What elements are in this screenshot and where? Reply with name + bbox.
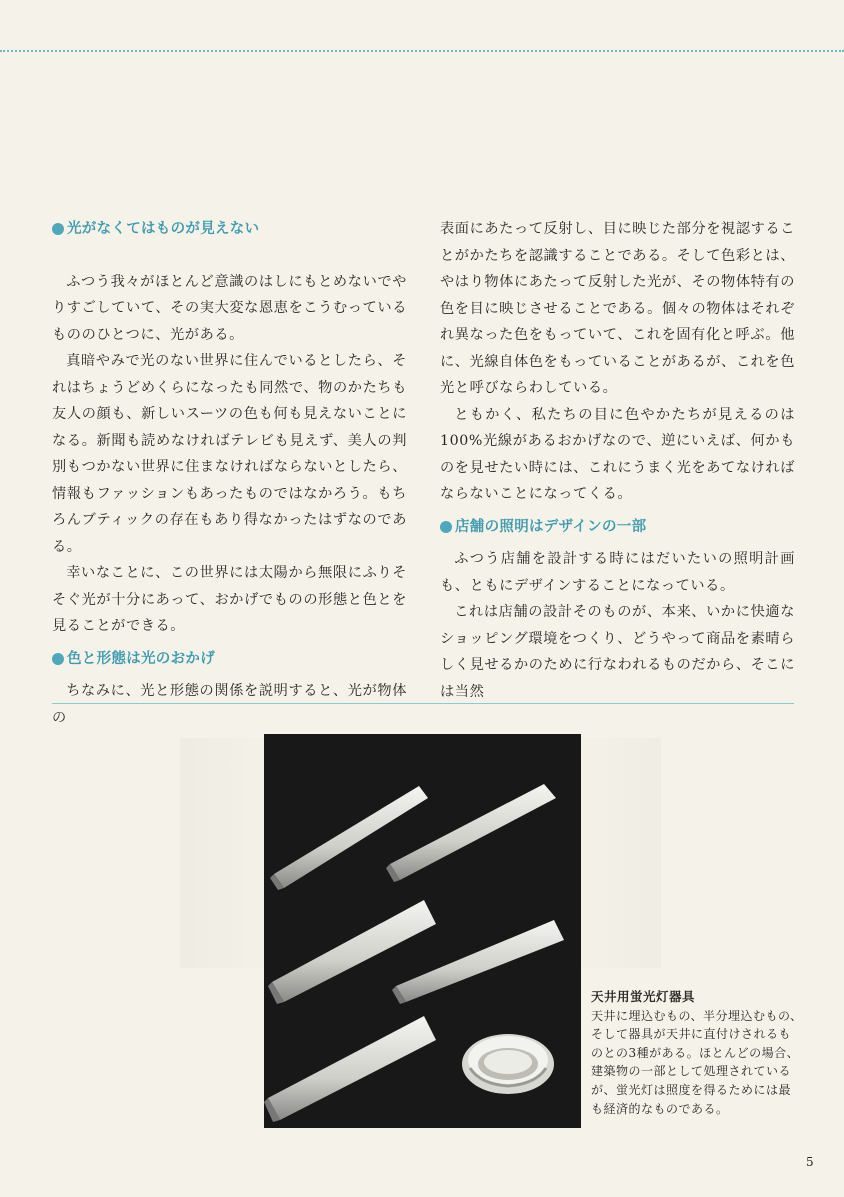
paragraph: ともかく、私たちの目に色やかたちが見えるのは 100%光線があるおかげなので、逆にいえば、何かものを見せたい時には、これにうまく光をあてなければならないことになってくる。 (440, 406, 795, 502)
paragraph: 幸いなことに、この世界には太陽から無限にふりそそぐ光が十分にあって、おかげでものの形態と色とを見ることができる。 (52, 565, 407, 634)
page-number: 5 (806, 1155, 814, 1169)
top-dotted-rule (0, 50, 844, 52)
left-text-column (52, 216, 407, 731)
section-heading-light: 光がなくてはものが見えない (52, 216, 407, 243)
bullet-dot-icon (440, 521, 452, 533)
fixture-icon (264, 1016, 436, 1122)
show-through-shadow (581, 738, 661, 968)
paragraph: ちなみに、光と形態の関係を説明すると、光が物体の (52, 683, 407, 726)
caption-body: 天井に埋込むもの、半分埋込むもの、そして器具が天井に直付けされるものとの3種がある。ほとんどの場合、建築物の一部として処理されているが、蛍光灯は照度を得るためには最も経済的なものである。 (591, 1008, 803, 1116)
photo-caption (591, 988, 803, 1118)
fluorescent-fixtures-photo (264, 734, 581, 1128)
round-fixture-icon (462, 1034, 554, 1094)
bullet-dot-icon (52, 223, 64, 235)
paragraph: 表面にあたって反射し、目に映じた部分を視認することがかたちを認識することである。そして色彩とは、やはり物体にあたって反射した光が、その物体特有の色を目に映じさせることである。個々の物体はそれぞれ異なった色をもっていて、これを固有化と呼ぶ。他に、光線自体色をもっていることがあるが、これを色光と呼びならわしている。 (440, 221, 795, 396)
section-divider (52, 703, 794, 704)
paragraph: ふつう我々がほとんど意識のはしにもとめないでやりすごしていて、その実大変な恩恵をこうむっているもののひとつに、光がある。 (52, 273, 407, 343)
section-heading-color-form: 色と形態は光のおかげ (52, 646, 407, 673)
paragraph: 真暗やみで光のない世界に住んでいるとしたら、それはちょうどめくらになったも同然で、物のかたちも友人の顔も、新しいスーツの色も何も見えないことになる。新聞も読めなければテレビも見えず、美人の判別もつかない世界に住まなければならないとしたら、情報もファッションもあったものではなかろう。もちろんブティックの存在もあり得なかったはずなのである。 (52, 353, 407, 555)
caption-title: 天井用蛍光灯器具 (591, 989, 696, 1004)
show-through-shadow (180, 738, 264, 968)
section-heading-store-lighting: 店舗の照明はデザインの一部 (440, 514, 795, 541)
paragraph: これは店舗の設計そのものが、本来、いかに快適なショッピング環境をつくり、どうやって商品を素晴らしく見せるかのために行なわれるものだから、そこには当然 (440, 604, 795, 700)
bullet-dot-icon (52, 653, 64, 665)
paragraph: ふつう店舗を設計する時にはだいたいの照明計画も、ともにデザインすることになっている。 (440, 551, 795, 594)
right-text-column (440, 216, 795, 705)
